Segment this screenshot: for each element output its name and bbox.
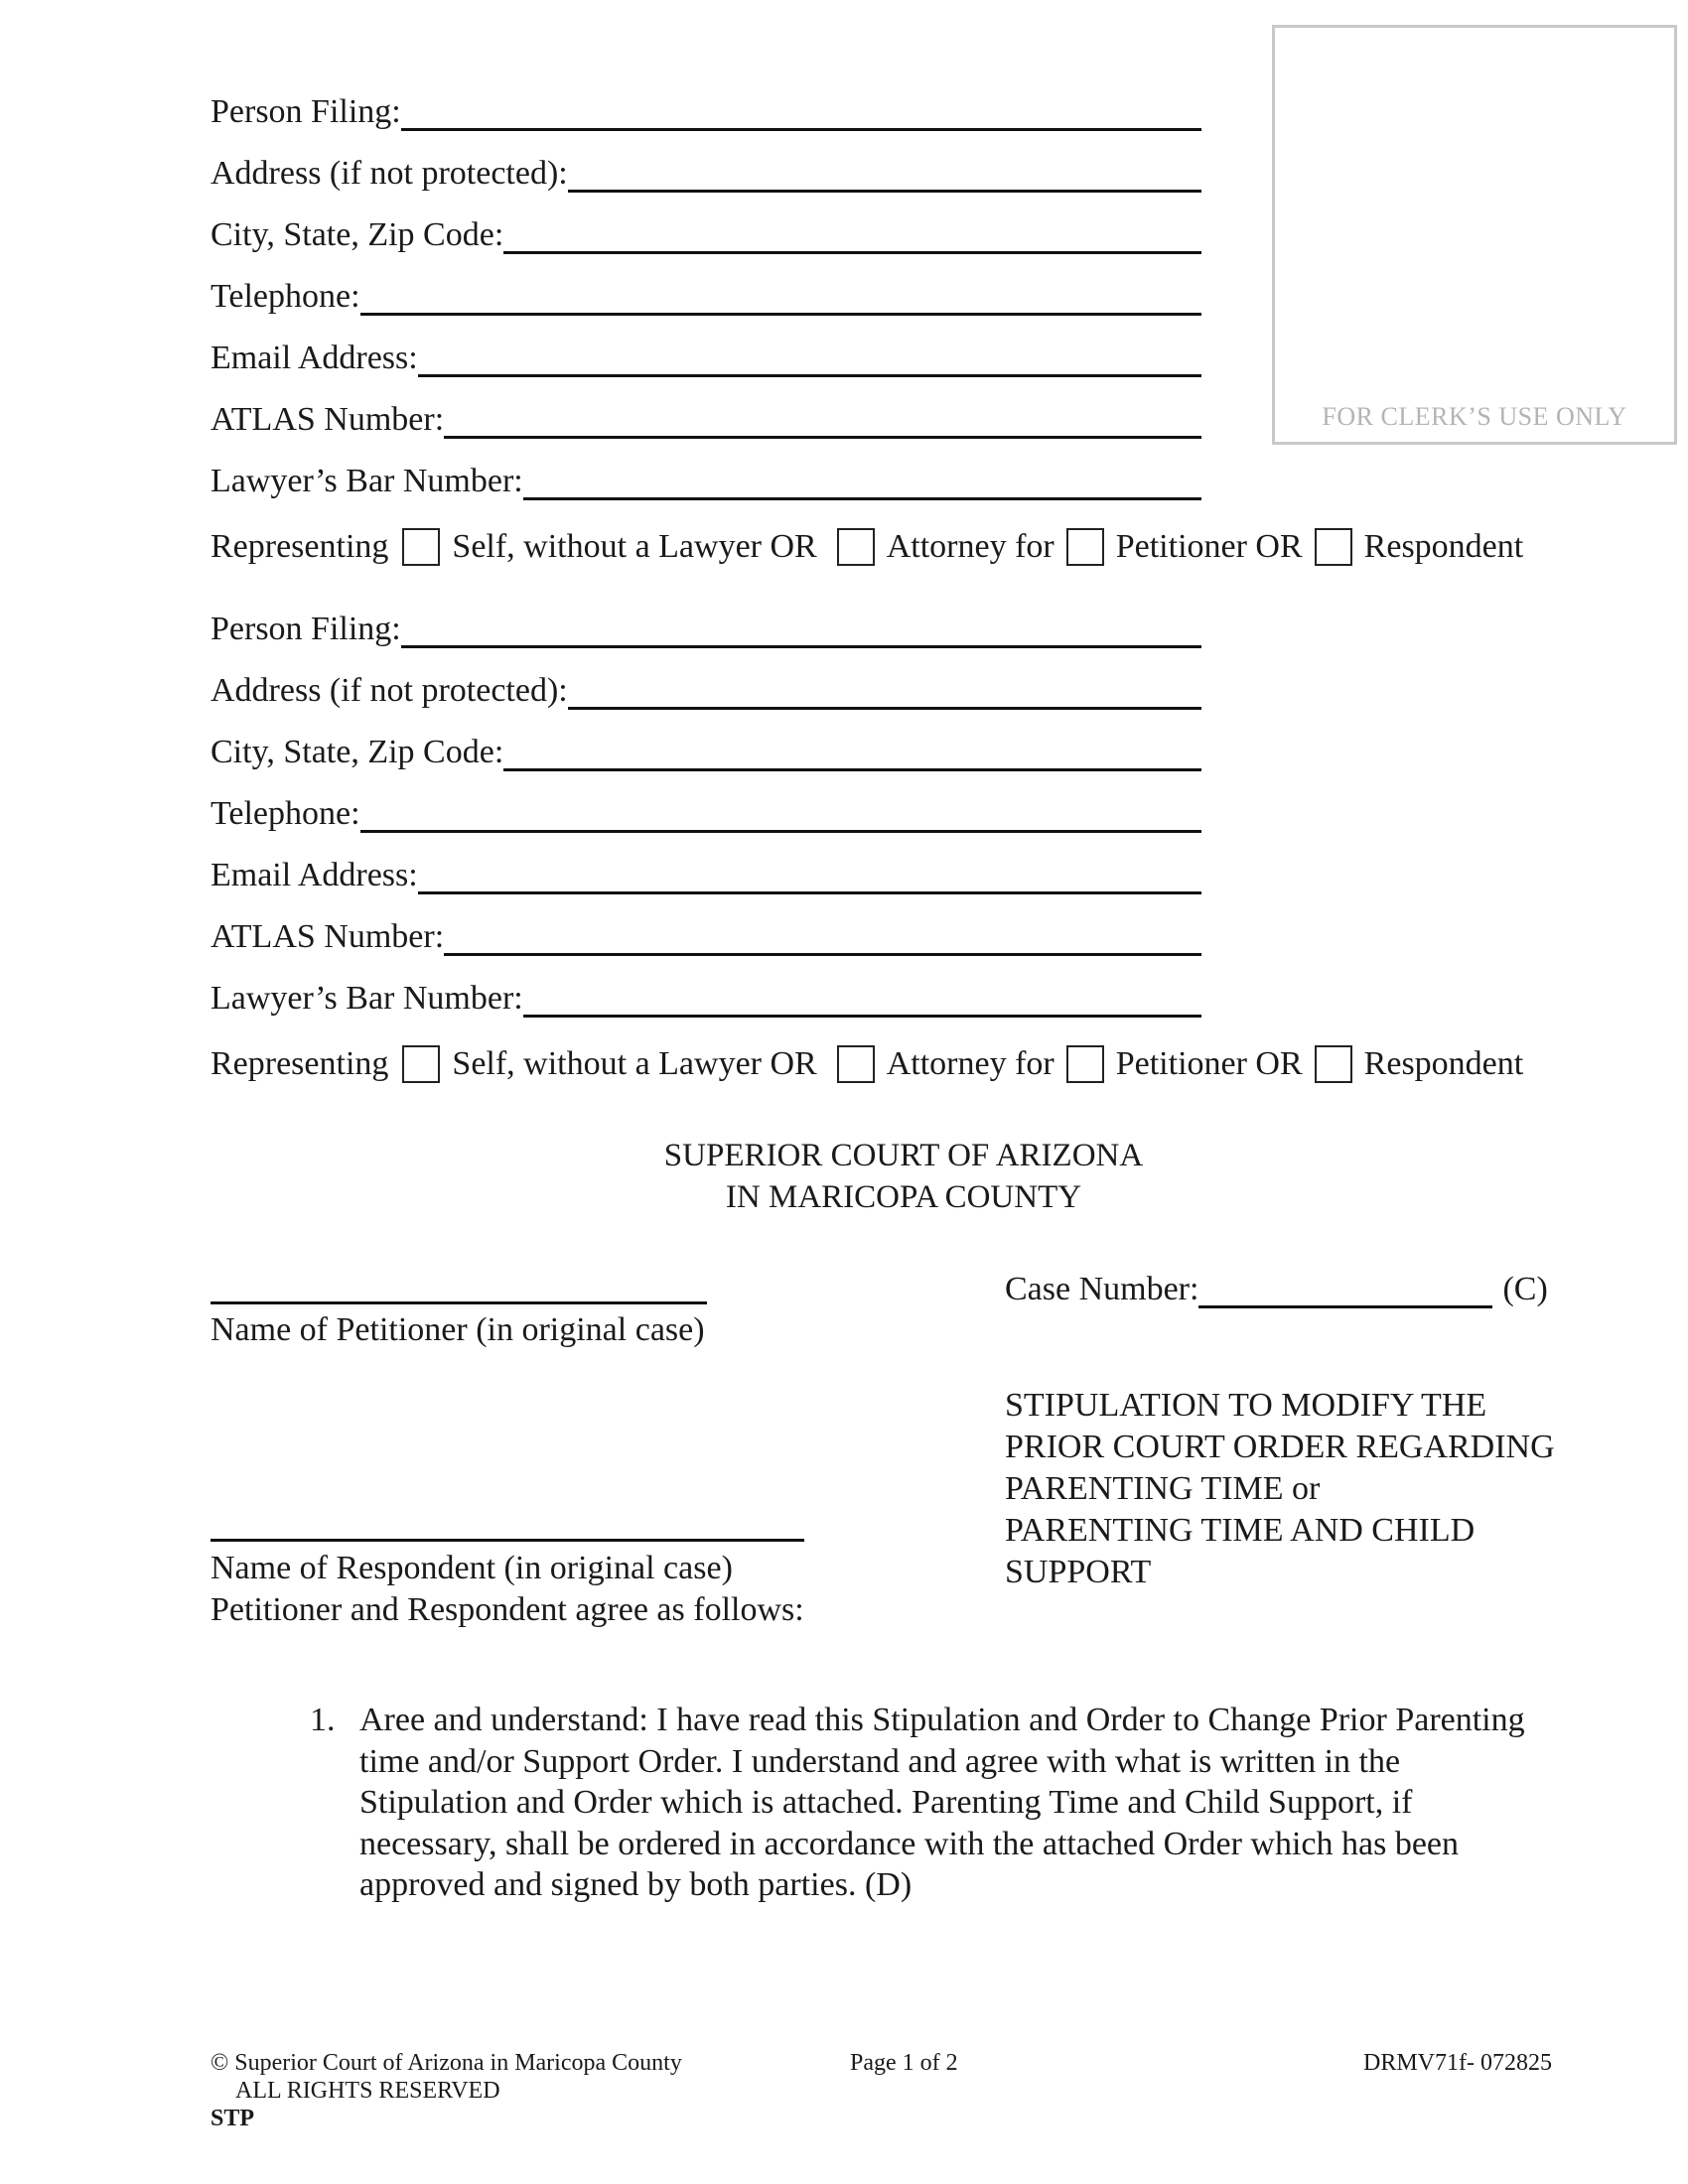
- address-field-1[interactable]: [211, 151, 1201, 195]
- email-field-2[interactable]: [211, 853, 1201, 896]
- city-state-zip-field-1[interactable]: [211, 212, 1201, 256]
- document-title: [1005, 1385, 1555, 1593]
- bar-number-field-1[interactable]: [211, 459, 1201, 502]
- representing-label: Representing: [211, 528, 389, 565]
- respondent-checkbox[interactable]: [1315, 1045, 1352, 1083]
- city-state-zip-input-line[interactable]: [503, 251, 1201, 254]
- stipulation-item: [310, 1700, 1601, 1906]
- atlas-number-label: ATLAS Number:: [211, 918, 445, 955]
- case-number-input-line[interactable]: [1198, 1305, 1492, 1308]
- case-number-label: Case Number:: [1005, 1271, 1199, 1307]
- atlas-number-field-2[interactable]: [211, 914, 1201, 958]
- petitioner-option-label: Petitioner OR: [1115, 528, 1303, 565]
- address-label: Address (if not protected):: [211, 155, 568, 192]
- attorney-option-label: Attorney for: [886, 528, 1055, 565]
- telephone-label: Telephone:: [211, 795, 360, 832]
- atlas-number-field-1[interactable]: [211, 397, 1201, 441]
- respondent-name-label: Name of Respondent (in original case): [211, 1550, 733, 1586]
- document-title-line: PARENTING TIME or: [1005, 1470, 1321, 1507]
- person-filing-input-line[interactable]: [401, 128, 1201, 131]
- self-option-label: Self, without a Lawyer OR: [452, 528, 817, 565]
- item-line: approved and signed by both parties. (D): [359, 1866, 913, 1903]
- representing-label: Representing: [211, 1045, 389, 1082]
- petitioner-option-label: Petitioner OR: [1115, 1045, 1303, 1082]
- address-field-2[interactable]: [211, 668, 1201, 712]
- footer-form-id: DRMV71f- 072825: [1363, 2050, 1552, 2076]
- attorney-option-label: Attorney for: [886, 1045, 1055, 1082]
- representing-row-2: [211, 1045, 1523, 1083]
- footer-page-number: Page 1 of 2: [850, 2050, 958, 2076]
- address-input-line[interactable]: [568, 190, 1201, 193]
- self-option-label: Self, without a Lawyer OR: [452, 1045, 817, 1082]
- telephone-input-line[interactable]: [360, 313, 1201, 316]
- attorney-checkbox[interactable]: [837, 1045, 875, 1083]
- clerk-use-label: FOR CLERK’S USE ONLY: [1322, 402, 1627, 431]
- telephone-field-1[interactable]: [211, 274, 1201, 318]
- atlas-number-label: ATLAS Number:: [211, 401, 445, 438]
- city-state-zip-input-line[interactable]: [503, 768, 1201, 771]
- document-title-line: SUPPORT: [1005, 1554, 1152, 1590]
- person-filing-field-1[interactable]: [211, 89, 1201, 133]
- court-county: IN MARICOPA COUNTY: [725, 1179, 1082, 1215]
- bar-number-input-line[interactable]: [523, 497, 1201, 500]
- document-title-line: PARENTING TIME AND CHILD: [1005, 1512, 1476, 1549]
- attorney-checkbox[interactable]: [837, 528, 875, 566]
- city-state-zip-label: City, State, Zip Code:: [211, 216, 504, 253]
- item-line: time and/or Support Order. I understand and agree with what is written in the: [359, 1742, 1401, 1780]
- email-input-line[interactable]: [418, 374, 1201, 377]
- respondent-name-line[interactable]: [211, 1539, 804, 1542]
- petitioner-checkbox[interactable]: [1066, 1045, 1104, 1083]
- item-line: Stipulation and Order which is attached. Parenting Time and Child Support, if: [359, 1784, 1413, 1821]
- atlas-number-input-line[interactable]: [444, 436, 1201, 439]
- document-title-line: PRIOR COURT ORDER REGARDING: [1005, 1429, 1555, 1465]
- footer-rights: ALL RIGHTS RESERVED: [235, 2078, 500, 2104]
- representing-row-1: [211, 528, 1523, 566]
- city-state-zip-field-2[interactable]: [211, 730, 1201, 773]
- clerk-use-box: [1272, 25, 1677, 445]
- respondent-checkbox[interactable]: [1315, 528, 1352, 566]
- person-filing-field-2[interactable]: [211, 607, 1201, 650]
- court-name: SUPERIOR COURT OF ARIZONA: [663, 1138, 1144, 1173]
- footer-form-code: STP: [211, 2106, 255, 2131]
- item-body: [359, 1700, 1601, 1906]
- footer-copyright: © Superior Court of Arizona in Maricopa County: [211, 2050, 682, 2076]
- item-number: 1.: [310, 1702, 336, 1738]
- bar-number-field-2[interactable]: [211, 976, 1201, 1020]
- petitioner-name-line[interactable]: [211, 1301, 707, 1304]
- case-number-suffix: (C): [1502, 1271, 1548, 1307]
- self-checkbox[interactable]: [402, 1045, 440, 1083]
- respondent-option-label: Respondent: [1363, 528, 1524, 565]
- bar-number-label: Lawyer’s Bar Number:: [211, 980, 523, 1017]
- person-filing-input-line[interactable]: [401, 645, 1201, 648]
- atlas-number-input-line[interactable]: [444, 953, 1201, 956]
- telephone-field-2[interactable]: [211, 791, 1201, 835]
- item-line: Aree and understand: I have read this Stipulation and Order to Change Prior Parenting: [359, 1702, 1525, 1738]
- document-title-line: STIPULATION TO MODIFY THE: [1005, 1387, 1487, 1424]
- person-filing-label: Person Filing:: [211, 93, 401, 130]
- item-line: necessary, shall be ordered in accordance with the attached Order which has been: [359, 1825, 1460, 1862]
- petitioner-checkbox[interactable]: [1066, 528, 1104, 566]
- city-state-zip-label: City, State, Zip Code:: [211, 734, 504, 770]
- email-label: Email Address:: [211, 340, 418, 376]
- petitioner-name-label: Name of Petitioner (in original case): [211, 1311, 705, 1348]
- person-filing-label: Person Filing:: [211, 611, 401, 647]
- address-label: Address (if not protected):: [211, 672, 568, 709]
- agree-statement: Petitioner and Respondent agree as follows:: [211, 1591, 804, 1628]
- respondent-option-label: Respondent: [1363, 1045, 1524, 1082]
- address-input-line[interactable]: [568, 707, 1201, 710]
- email-label: Email Address:: [211, 857, 418, 893]
- case-number-field: [1005, 1273, 1548, 1310]
- telephone-input-line[interactable]: [360, 830, 1201, 833]
- bar-number-input-line[interactable]: [523, 1015, 1201, 1018]
- bar-number-label: Lawyer’s Bar Number:: [211, 463, 523, 499]
- email-field-1[interactable]: [211, 336, 1201, 379]
- self-checkbox[interactable]: [402, 528, 440, 566]
- email-input-line[interactable]: [418, 891, 1201, 894]
- telephone-label: Telephone:: [211, 278, 360, 315]
